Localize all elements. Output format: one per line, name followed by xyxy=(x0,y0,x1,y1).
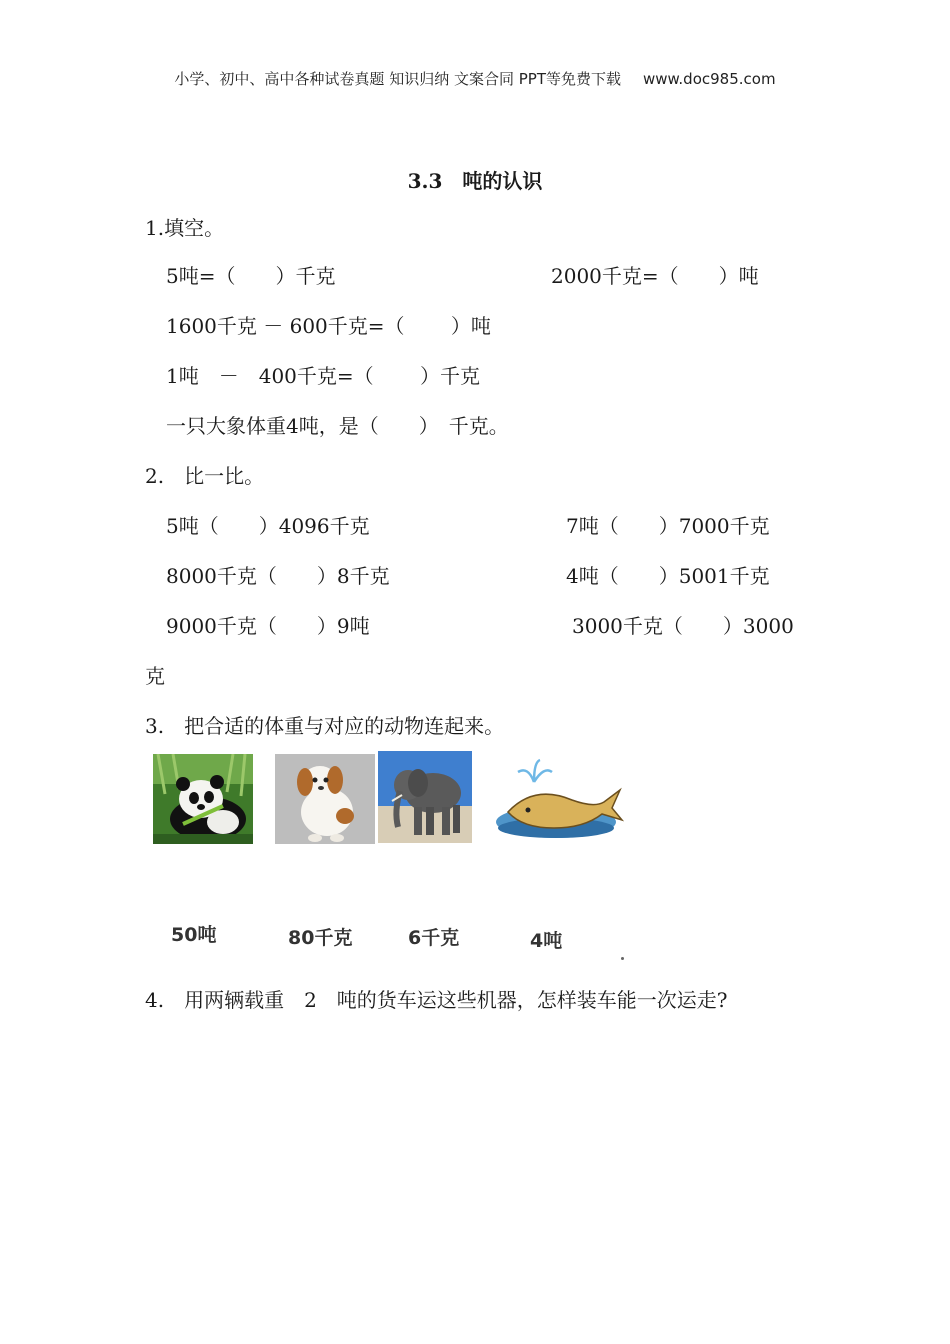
q3-heading: 3. 把合适的体重与对应的动物连起来。 xyxy=(145,714,505,738)
page-title: 3.3 吨的认识 xyxy=(407,169,543,193)
weight-label-3: 6千克 xyxy=(408,927,460,949)
stray-dot xyxy=(621,957,624,960)
page-header xyxy=(0,68,950,89)
q1-heading: 1.填空。 xyxy=(145,216,225,240)
q1-line3: 1吨 － 400千克=（ ）千克 xyxy=(166,364,481,388)
header-text: 小学、初中、高中各种试卷真题 知识归纳 文案合同 PPT等免费下载 xyxy=(174,70,621,88)
elephant-image xyxy=(378,751,472,843)
q2-heading: 2. 比一比。 xyxy=(145,464,265,488)
weight-label-1: 50吨 xyxy=(171,924,217,946)
panda-image xyxy=(153,754,253,844)
q4-heading: 4. 用两辆载重 2 吨的货车运这些机器，怎样装车能一次运走? xyxy=(145,988,728,1012)
q2-row3-right: 3000千克（ ）3000 xyxy=(572,614,794,638)
whale-image xyxy=(494,756,624,844)
q2-row2-right: 4吨（ ）5001千克 xyxy=(566,564,770,588)
q1-line1-right: 2000千克=（ ）吨 xyxy=(551,264,759,288)
q1-line2: 1600千克 － 600千克=（ ）吨 xyxy=(166,314,491,338)
q2-row3-left: 9000千克（ ）9吨 xyxy=(166,614,370,638)
header-url[interactable]: www.doc985.com xyxy=(642,70,776,88)
q1-line1-left: 5吨=（ ）千克 xyxy=(166,264,336,288)
q2-row1-left: 5吨（ ）4096千克 xyxy=(166,514,370,538)
dog-image xyxy=(275,754,375,844)
q2-row3-wrap: 克 xyxy=(145,664,165,688)
weight-label-4: 4吨 xyxy=(530,930,563,952)
q2-row1-right: 7吨（ ）7000千克 xyxy=(566,514,770,538)
q1-line4: 一只大象体重4吨，是（ ） 千克。 xyxy=(166,414,509,438)
weight-label-2: 80千克 xyxy=(288,927,353,949)
q2-row2-left: 8000千克（ ）8千克 xyxy=(166,564,390,588)
